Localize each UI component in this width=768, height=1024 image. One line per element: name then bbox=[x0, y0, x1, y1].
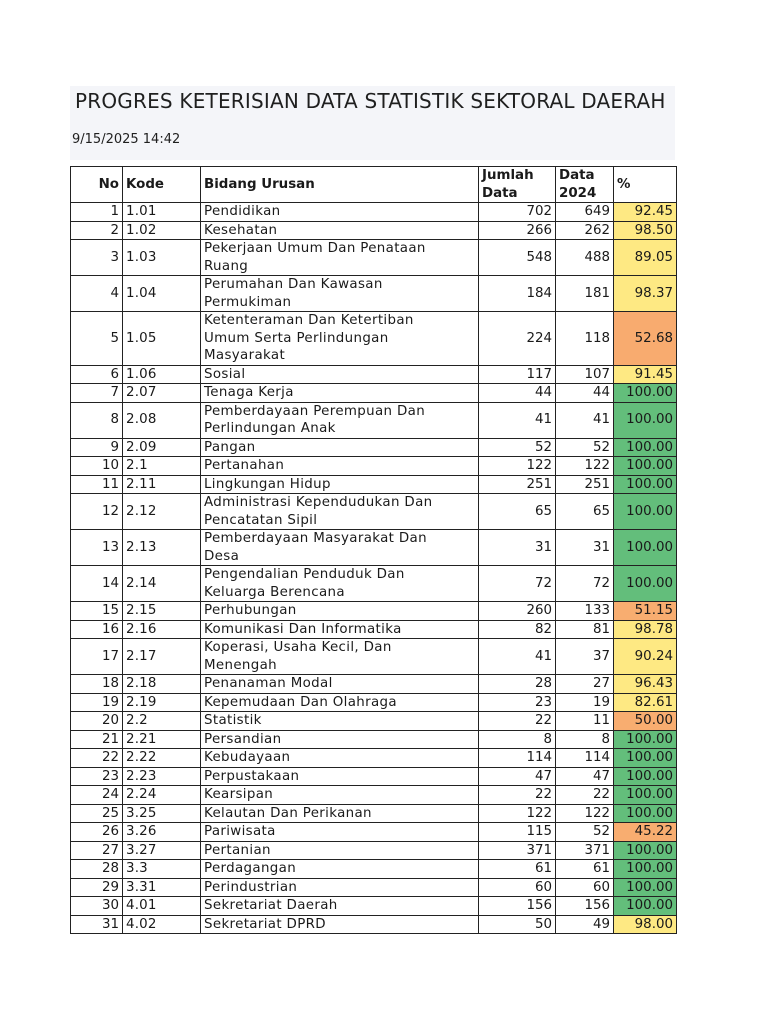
cell-kode: 2.13 bbox=[123, 530, 201, 566]
cell-percent: 89.05 bbox=[614, 240, 677, 276]
cell-percent: 50.00 bbox=[614, 712, 677, 731]
bidang-line: Perindustrian bbox=[204, 879, 298, 895]
table-row bbox=[71, 602, 677, 621]
table-row bbox=[71, 457, 677, 476]
cell-data2024: 181 bbox=[556, 276, 614, 312]
cell-jumlah: 156 bbox=[479, 897, 556, 916]
cell-no: 14 bbox=[71, 566, 123, 602]
cell-bidang bbox=[201, 438, 479, 457]
cell-bidang bbox=[201, 221, 479, 240]
bidang-line: Ruang bbox=[204, 258, 249, 274]
cell-jumlah: 52 bbox=[479, 438, 556, 457]
cell-no: 5 bbox=[71, 312, 123, 366]
cell-no: 11 bbox=[71, 475, 123, 494]
cell-no: 7 bbox=[71, 384, 123, 403]
cell-percent: 100.00 bbox=[614, 767, 677, 786]
bidang-line: Statistik bbox=[204, 713, 262, 728]
cell-percent: 96.43 bbox=[614, 675, 677, 694]
bidang-line: Keluarga Berencana bbox=[204, 584, 345, 600]
bidang-line: Kelautan Dan Perikanan bbox=[204, 805, 372, 821]
cell-no: 24 bbox=[71, 786, 123, 805]
cell-data2024: 262 bbox=[556, 221, 614, 240]
cell-bidang bbox=[201, 475, 479, 494]
cell-bidang bbox=[201, 312, 479, 366]
cell-kode: 2.18 bbox=[123, 675, 201, 694]
cell-no: 23 bbox=[71, 767, 123, 786]
cell-data2024: 107 bbox=[556, 365, 614, 384]
table-row bbox=[71, 203, 677, 222]
cell-percent: 100.00 bbox=[614, 384, 677, 403]
cell-bidang bbox=[201, 675, 479, 694]
cell-kode: 2.11 bbox=[123, 475, 201, 494]
cell-data2024: 8 bbox=[556, 730, 614, 749]
cell-kode: 4.01 bbox=[123, 897, 201, 916]
cell-jumlah: 122 bbox=[479, 804, 556, 823]
table-row bbox=[71, 860, 677, 879]
cell-jumlah: 114 bbox=[479, 749, 556, 768]
table-row bbox=[71, 530, 677, 566]
cell-no: 3 bbox=[71, 240, 123, 276]
header-jumlah-line1: Jumlah bbox=[482, 168, 534, 183]
cell-kode: 2.19 bbox=[123, 693, 201, 712]
bidang-line: Pemberdayaan Masyarakat Dan bbox=[204, 531, 427, 546]
cell-kode: 1.05 bbox=[123, 312, 201, 366]
cell-bidang bbox=[201, 786, 479, 805]
cell-bidang bbox=[201, 240, 479, 276]
cell-bidang bbox=[201, 693, 479, 712]
cell-jumlah: 548 bbox=[479, 240, 556, 276]
bidang-line: Pemberdayaan Perempuan Dan bbox=[204, 403, 426, 419]
cell-kode: 3.26 bbox=[123, 823, 201, 842]
cell-kode: 1.01 bbox=[123, 203, 201, 222]
cell-data2024: 52 bbox=[556, 823, 614, 842]
cell-jumlah: 184 bbox=[479, 276, 556, 312]
bidang-line: Permukiman bbox=[204, 294, 292, 310]
cell-bidang bbox=[201, 602, 479, 621]
cell-kode: 1.02 bbox=[123, 221, 201, 240]
cell-bidang bbox=[201, 276, 479, 312]
cell-bidang bbox=[201, 384, 479, 403]
cell-no: 13 bbox=[71, 530, 123, 566]
cell-jumlah: 702 bbox=[479, 203, 556, 222]
cell-jumlah: 72 bbox=[479, 566, 556, 602]
cell-no: 25 bbox=[71, 804, 123, 823]
table-row bbox=[71, 693, 677, 712]
bidang-line: Menengah bbox=[204, 657, 277, 673]
cell-data2024: 11 bbox=[556, 712, 614, 731]
bidang-line: Koperasi, Usaha Kecil, Dan bbox=[204, 640, 392, 655]
cell-kode: 2.22 bbox=[123, 749, 201, 768]
bidang-line: Sosial bbox=[204, 366, 246, 382]
cell-data2024: 133 bbox=[556, 602, 614, 621]
cell-percent: 100.00 bbox=[614, 897, 677, 916]
cell-percent: 100.00 bbox=[614, 749, 677, 768]
cell-data2024: 122 bbox=[556, 457, 614, 476]
cell-percent: 51.15 bbox=[614, 602, 677, 621]
cell-kode: 2.2 bbox=[123, 712, 201, 731]
cell-percent: 90.24 bbox=[614, 639, 677, 675]
table-row bbox=[71, 384, 677, 403]
cell-jumlah: 28 bbox=[479, 675, 556, 694]
cell-jumlah: 47 bbox=[479, 767, 556, 786]
cell-percent: 91.45 bbox=[614, 365, 677, 384]
cell-data2024: 60 bbox=[556, 878, 614, 897]
cell-data2024: 156 bbox=[556, 897, 614, 916]
header-data-line2: 2024 bbox=[559, 185, 597, 201]
cell-percent: 100.00 bbox=[614, 475, 677, 494]
cell-percent: 100.00 bbox=[614, 402, 677, 438]
cell-no: 12 bbox=[71, 494, 123, 530]
cell-jumlah: 22 bbox=[479, 712, 556, 731]
cell-kode: 3.3 bbox=[123, 860, 201, 879]
cell-data2024: 72 bbox=[556, 566, 614, 602]
table-row bbox=[71, 915, 677, 934]
bidang-line: Pertanian bbox=[204, 842, 271, 858]
report-title: PROGRES KETERISIAN DATA STATISTIK SEKTORAL DAERAH bbox=[75, 89, 666, 113]
cell-no: 19 bbox=[71, 693, 123, 712]
cell-no: 10 bbox=[71, 457, 123, 476]
bidang-line: Desa bbox=[204, 548, 240, 564]
cell-bidang bbox=[201, 915, 479, 934]
cell-bidang bbox=[201, 841, 479, 860]
header-data2024 bbox=[556, 167, 614, 203]
table-row bbox=[71, 240, 677, 276]
bidang-line: Administrasi Kependudukan Dan bbox=[204, 495, 433, 510]
table-row bbox=[71, 841, 677, 860]
table-row bbox=[71, 767, 677, 786]
cell-bidang bbox=[201, 494, 479, 530]
bidang-line: Pekerjaan Umum Dan Penataan bbox=[204, 241, 426, 256]
cell-data2024: 22 bbox=[556, 786, 614, 805]
cell-bidang bbox=[201, 749, 479, 768]
cell-percent: 100.00 bbox=[614, 804, 677, 823]
cell-jumlah: 371 bbox=[479, 841, 556, 860]
cell-percent: 92.45 bbox=[614, 203, 677, 222]
cell-kode: 3.25 bbox=[123, 804, 201, 823]
cell-jumlah: 251 bbox=[479, 475, 556, 494]
cell-kode: 2.12 bbox=[123, 494, 201, 530]
table-row bbox=[71, 804, 677, 823]
cell-percent: 98.37 bbox=[614, 276, 677, 312]
bidang-line: Komunikasi Dan Informatika bbox=[204, 621, 402, 637]
table-row bbox=[71, 786, 677, 805]
cell-bidang bbox=[201, 823, 479, 842]
bidang-line: Pendidikan bbox=[204, 204, 281, 219]
cell-kode: 2.1 bbox=[123, 457, 201, 476]
cell-bidang bbox=[201, 530, 479, 566]
cell-data2024: 114 bbox=[556, 749, 614, 768]
bidang-line: Perpustakaan bbox=[204, 768, 300, 784]
cell-bidang bbox=[201, 730, 479, 749]
cell-no: 9 bbox=[71, 438, 123, 457]
bidang-line: Perumahan Dan Kawasan bbox=[204, 277, 383, 292]
bidang-line: Umum Serta Perlindungan bbox=[204, 330, 389, 346]
cell-percent: 82.61 bbox=[614, 693, 677, 712]
cell-no: 18 bbox=[71, 675, 123, 694]
cell-data2024: 49 bbox=[556, 915, 614, 934]
cell-data2024: 61 bbox=[556, 860, 614, 879]
table-row bbox=[71, 566, 677, 602]
table-row bbox=[71, 675, 677, 694]
cell-percent: 100.00 bbox=[614, 878, 677, 897]
bidang-line: Pengendalian Penduduk Dan bbox=[204, 567, 405, 582]
cell-bidang bbox=[201, 712, 479, 731]
cell-bidang bbox=[201, 365, 479, 384]
table-row bbox=[71, 878, 677, 897]
header-no: No bbox=[71, 167, 123, 203]
bidang-line: Kearsipan bbox=[204, 787, 274, 802]
header-data-line1: Data bbox=[559, 168, 595, 183]
bidang-line: Persandian bbox=[204, 731, 282, 747]
cell-kode: 2.14 bbox=[123, 566, 201, 602]
cell-jumlah: 60 bbox=[479, 878, 556, 897]
bidang-line: Masyarakat bbox=[204, 348, 286, 363]
bidang-line: Tenaga Kerja bbox=[204, 385, 294, 400]
cell-percent: 98.00 bbox=[614, 915, 677, 934]
cell-kode: 4.02 bbox=[123, 915, 201, 934]
bidang-line: Lingkungan Hidup bbox=[204, 476, 331, 492]
cell-data2024: 65 bbox=[556, 494, 614, 530]
cell-percent: 100.00 bbox=[614, 530, 677, 566]
cell-kode: 2.15 bbox=[123, 602, 201, 621]
cell-percent: 100.00 bbox=[614, 438, 677, 457]
cell-jumlah: 260 bbox=[479, 602, 556, 621]
bidang-line: Ketenteraman Dan Ketertiban bbox=[204, 313, 414, 328]
cell-kode: 1.03 bbox=[123, 240, 201, 276]
cell-no: 6 bbox=[71, 365, 123, 384]
cell-jumlah: 61 bbox=[479, 860, 556, 879]
cell-no: 21 bbox=[71, 730, 123, 749]
cell-no: 28 bbox=[71, 860, 123, 879]
cell-kode: 3.31 bbox=[123, 878, 201, 897]
cell-jumlah: 41 bbox=[479, 639, 556, 675]
cell-no: 30 bbox=[71, 897, 123, 916]
cell-jumlah: 50 bbox=[479, 915, 556, 934]
cell-kode: 2.08 bbox=[123, 402, 201, 438]
cell-bidang bbox=[201, 897, 479, 916]
cell-no: 4 bbox=[71, 276, 123, 312]
cell-data2024: 37 bbox=[556, 639, 614, 675]
cell-percent: 100.00 bbox=[614, 730, 677, 749]
cell-no: 8 bbox=[71, 402, 123, 438]
table-row bbox=[71, 276, 677, 312]
header-jumlah-line2: Data bbox=[482, 185, 518, 201]
cell-percent: 100.00 bbox=[614, 786, 677, 805]
cell-jumlah: 122 bbox=[479, 457, 556, 476]
table-row bbox=[71, 897, 677, 916]
cell-percent: 100.00 bbox=[614, 566, 677, 602]
cell-no: 29 bbox=[71, 878, 123, 897]
table-body bbox=[71, 203, 677, 934]
cell-data2024: 251 bbox=[556, 475, 614, 494]
cell-kode: 2.07 bbox=[123, 384, 201, 403]
cell-data2024: 47 bbox=[556, 767, 614, 786]
cell-percent: 45.22 bbox=[614, 823, 677, 842]
cell-bidang bbox=[201, 402, 479, 438]
cell-kode: 1.06 bbox=[123, 365, 201, 384]
cell-bidang bbox=[201, 639, 479, 675]
cell-no: 20 bbox=[71, 712, 123, 731]
bidang-line: Perdagangan bbox=[204, 861, 297, 876]
cell-data2024: 41 bbox=[556, 402, 614, 438]
cell-no: 1 bbox=[71, 203, 123, 222]
cell-jumlah: 82 bbox=[479, 620, 556, 639]
cell-jumlah: 44 bbox=[479, 384, 556, 403]
header-bidang: Bidang Urusan bbox=[201, 167, 479, 203]
cell-no: 15 bbox=[71, 602, 123, 621]
cell-percent: 100.00 bbox=[614, 841, 677, 860]
cell-kode: 2.17 bbox=[123, 639, 201, 675]
table-row bbox=[71, 475, 677, 494]
table-row bbox=[71, 620, 677, 639]
cell-data2024: 649 bbox=[556, 203, 614, 222]
cell-percent: 100.00 bbox=[614, 457, 677, 476]
bidang-line: Sekretariat DPRD bbox=[204, 916, 326, 932]
cell-percent: 52.68 bbox=[614, 312, 677, 366]
cell-bidang bbox=[201, 566, 479, 602]
cell-jumlah: 115 bbox=[479, 823, 556, 842]
cell-kode: 2.16 bbox=[123, 620, 201, 639]
bidang-line: Pencatatan Sipil bbox=[204, 512, 318, 528]
cell-kode: 1.04 bbox=[123, 276, 201, 312]
table-row bbox=[71, 221, 677, 240]
cell-jumlah: 117 bbox=[479, 365, 556, 384]
table-row bbox=[71, 438, 677, 457]
cell-data2024: 31 bbox=[556, 530, 614, 566]
cell-no: 17 bbox=[71, 639, 123, 675]
cell-jumlah: 266 bbox=[479, 221, 556, 240]
cell-jumlah: 8 bbox=[479, 730, 556, 749]
header-jumlah bbox=[479, 167, 556, 203]
report-timestamp: 9/15/2025 14:42 bbox=[72, 132, 181, 147]
cell-jumlah: 65 bbox=[479, 494, 556, 530]
cell-no: 27 bbox=[71, 841, 123, 860]
cell-data2024: 118 bbox=[556, 312, 614, 366]
cell-no: 2 bbox=[71, 221, 123, 240]
bidang-line: Kesehatan bbox=[204, 222, 278, 238]
cell-percent: 98.50 bbox=[614, 221, 677, 240]
cell-no: 31 bbox=[71, 915, 123, 934]
cell-data2024: 122 bbox=[556, 804, 614, 823]
cell-kode: 3.27 bbox=[123, 841, 201, 860]
cell-percent: 98.78 bbox=[614, 620, 677, 639]
cell-data2024: 27 bbox=[556, 675, 614, 694]
table-row bbox=[71, 312, 677, 366]
bidang-line: Pangan bbox=[204, 439, 256, 455]
cell-jumlah: 22 bbox=[479, 786, 556, 805]
bidang-line: Penanaman Modal bbox=[204, 676, 333, 691]
cell-jumlah: 41 bbox=[479, 402, 556, 438]
cell-data2024: 81 bbox=[556, 620, 614, 639]
cell-data2024: 52 bbox=[556, 438, 614, 457]
bidang-line: Kebudayaan bbox=[204, 750, 291, 765]
cell-bidang bbox=[201, 860, 479, 879]
table-row bbox=[71, 823, 677, 842]
cell-kode: 2.24 bbox=[123, 786, 201, 805]
cell-kode: 2.09 bbox=[123, 438, 201, 457]
cell-percent: 100.00 bbox=[614, 860, 677, 879]
cell-jumlah: 23 bbox=[479, 693, 556, 712]
cell-kode: 2.23 bbox=[123, 767, 201, 786]
table-row bbox=[71, 639, 677, 675]
cell-bidang bbox=[201, 878, 479, 897]
cell-bidang bbox=[201, 203, 479, 222]
cell-percent: 100.00 bbox=[614, 494, 677, 530]
bidang-line: Perhubungan bbox=[204, 603, 297, 618]
cell-jumlah: 224 bbox=[479, 312, 556, 366]
table-row bbox=[71, 712, 677, 731]
table-row bbox=[71, 730, 677, 749]
cell-no: 22 bbox=[71, 749, 123, 768]
cell-data2024: 44 bbox=[556, 384, 614, 403]
cell-data2024: 19 bbox=[556, 693, 614, 712]
cell-bidang bbox=[201, 804, 479, 823]
cell-bidang bbox=[201, 767, 479, 786]
bidang-line: Pertanahan bbox=[204, 458, 285, 473]
cell-data2024: 488 bbox=[556, 240, 614, 276]
table-row bbox=[71, 494, 677, 530]
cell-jumlah: 31 bbox=[479, 530, 556, 566]
bidang-line: Sekretariat Daerah bbox=[204, 898, 338, 913]
header-kode: Kode bbox=[123, 167, 201, 203]
cell-no: 16 bbox=[71, 620, 123, 639]
cell-bidang bbox=[201, 620, 479, 639]
cell-kode: 2.21 bbox=[123, 730, 201, 749]
bidang-line: Pariwisata bbox=[204, 824, 276, 839]
cell-data2024: 371 bbox=[556, 841, 614, 860]
cell-no: 26 bbox=[71, 823, 123, 842]
cell-bidang bbox=[201, 457, 479, 476]
bidang-line: Perlindungan Anak bbox=[204, 421, 336, 436]
bidang-line: Kepemudaan Dan Olahraga bbox=[204, 694, 397, 710]
table-row bbox=[71, 402, 677, 438]
table-row bbox=[71, 365, 677, 384]
header-pct: % bbox=[614, 167, 677, 203]
table-row bbox=[71, 749, 677, 768]
progress-table bbox=[70, 166, 677, 934]
table-header-row bbox=[71, 167, 677, 203]
